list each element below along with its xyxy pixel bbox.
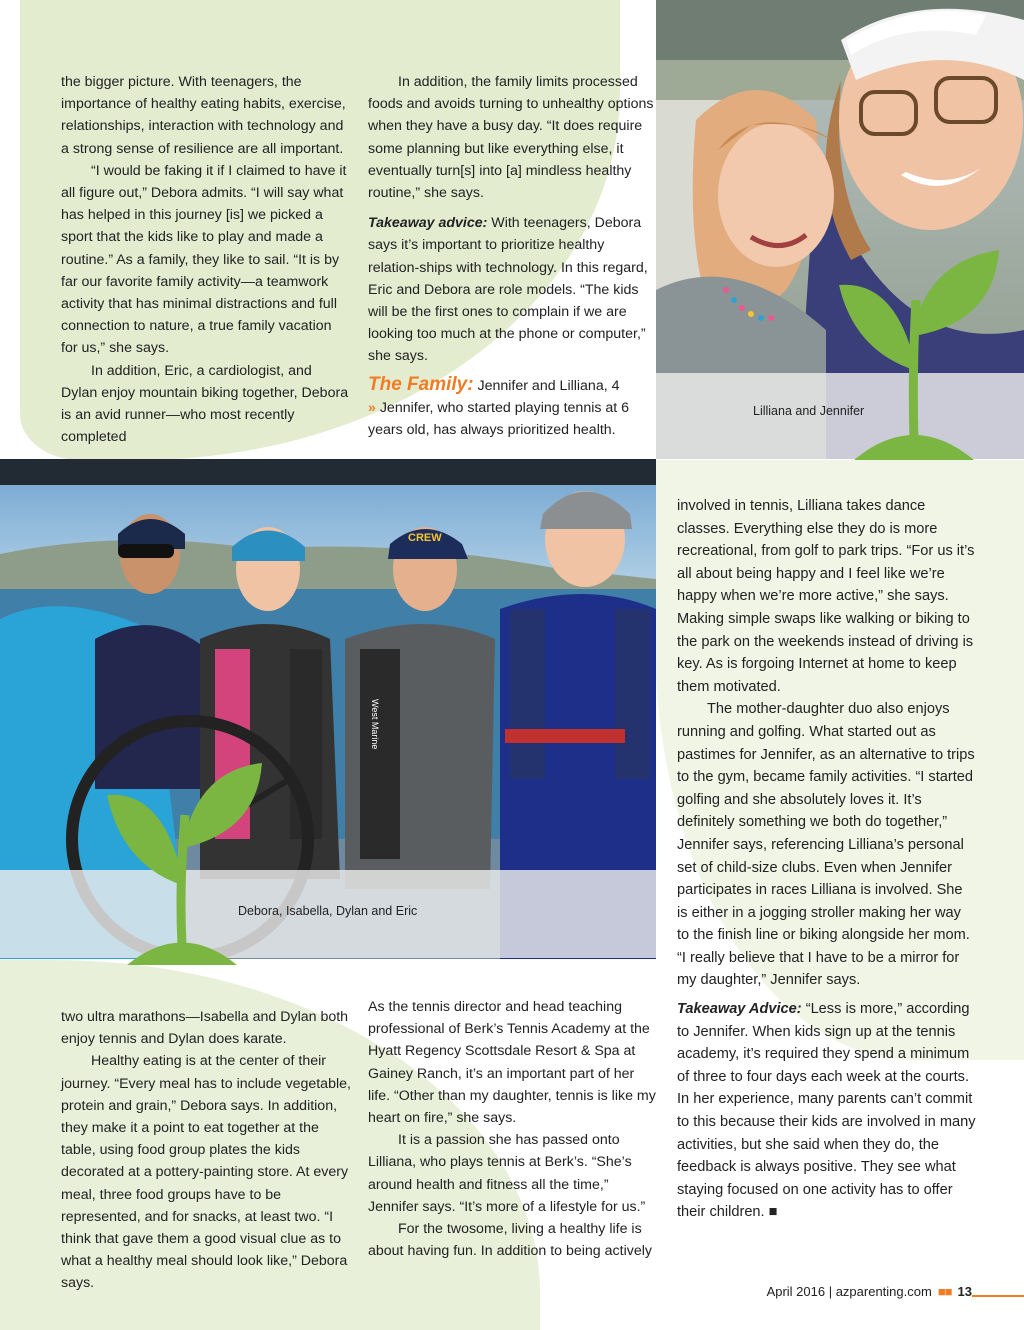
cap-text: CREW bbox=[408, 532, 442, 544]
takeaway-paragraph bbox=[368, 212, 658, 367]
family-paragraph bbox=[368, 374, 658, 442]
column-1-top bbox=[61, 71, 351, 448]
paragraph: involved in tennis, Lilliana takes dance classes. Everything else they do is more recreational, from golf to park trips. “For us it’s all about being happy and I feel like we’re happy when we’re more active,” she says. Making simple swaps like walking or biking to the park on the weekends instead of driving is key. As is forgoing Internet at home to keep them motivated. bbox=[677, 498, 975, 695]
page-footer bbox=[767, 1284, 972, 1299]
sprout-icon bbox=[97, 735, 267, 965]
paragraph: two ultra marathons—Isabella and Dylan both enjoy tennis and Dylan does karate. bbox=[61, 1009, 349, 1048]
paragraph: “I would be faking it if I claimed to have it all figure out,” Debora admits. “I will say what has helped in this journey [is] we picked a sport that the kids like to play and made a routine.” As a family, they like to sail. “It is by far our favorite family activity—a teamwork activity that has minimal distractions and full connection to nature, a true family vacation for us,” she says. bbox=[61, 162, 347, 357]
takeaway-label: Takeaway advice: bbox=[368, 215, 488, 232]
family-subhead: Jennifer and Lilliana, 4 bbox=[473, 377, 620, 394]
paragraph: For the twosome, living a healthy life is about having fun. In addition to being actively bbox=[368, 1221, 652, 1260]
takeaway-paragraph bbox=[677, 998, 977, 1224]
column-3 bbox=[677, 495, 977, 1224]
vest-label: West Marine bbox=[370, 699, 380, 750]
paragraph: It is a passion she has passed onto Lilliana, who plays tennis at Berk’s. “She’s around health and fitness all the time,” Jennifer says. “It’s more of a lifestyle for us.” bbox=[368, 1132, 646, 1215]
column-2-top bbox=[368, 71, 658, 441]
column-1-bottom bbox=[61, 1006, 351, 1295]
family-text: Jennifer, who started playing tennis at 6 years old, has always prioritized health. bbox=[368, 399, 630, 439]
page-number: 13 bbox=[957, 1284, 972, 1299]
paragraph: the bigger picture. With teenagers, the importance of healthy eating habits, exercise, relationships, interaction with technology and a strong sense of resilience are all important. bbox=[61, 74, 346, 157]
takeaway-text: With teenagers, Debora says it’s important to prioritize healthy relation-ships with technology. In this regard, Eric and Debora are role models. “The kids will be the first ones to complain if we are looking too much at the phone or computer,” she says. bbox=[368, 215, 648, 365]
paragraph: In addition, Eric, a cardiologist, and Dylan enjoy mountain biking together, Debora is an avid runner—who most recently completed bbox=[61, 362, 349, 446]
photo-caption: Lilliana and Jennifer bbox=[753, 404, 865, 418]
family-heading: The Family: bbox=[368, 373, 474, 395]
chevron-icon: » bbox=[368, 399, 376, 416]
photo-caption: Debora, Isabella, Dylan and Eric bbox=[238, 904, 418, 918]
paragraph: Healthy eating is at the center of their journey. “Every meal has to include vegetable, protein and grain,” Debora says. In addition, they make it a point to eat together at the table, using food group plates the kids decorated at a pottery-painting store. At every meal, three food groups have to be represented, and for snacks, at least two. “I think that gave them a good visual clue as to what a healthy meal should look like,” Debora says. bbox=[61, 1053, 351, 1292]
footer-dots-icon: ■■ bbox=[937, 1284, 952, 1299]
paragraph: The mother-daughter duo also enjoys running and golfing. What started out as pastimes for Jennifer, as an alternative to trips to the gym, became family activities. “I started golfing and she absolutely loves it. It’s definitely something we both do together,” Jennifer says, referencing Lilliana’s personal set of child-size clubs. Even when Jennifer participates in races Lilliana is involved. She is either in a jogging stroller making her way to the finish line or biking alongside her mom. “I really believe that I have to be a mirror for my daughter,” Jennifer says. bbox=[677, 701, 975, 989]
paragraph: In addition, the family limits processed foods and avoids turning to unhealthy options when they have a busy day. “It does require some planning but like everything else, it eventually turn[s] into [a] mindless healthy routine,” she says. bbox=[368, 74, 654, 202]
sprout-icon bbox=[834, 240, 1004, 460]
footer-issue: April 2016 | azparenting.com bbox=[766, 1284, 932, 1299]
takeaway-label: Takeaway Advice: bbox=[677, 1001, 802, 1018]
footer-rule bbox=[972, 1295, 1024, 1297]
column-2-bottom bbox=[368, 996, 658, 1262]
paragraph: As the tennis director and head teaching professional of Berk’s Tennis Academy at the Hyatt Regency Scottsdale Resort & Spa at Gainey Ranch, it’s an important part of her life. “Other than my daughter, tennis is like my heart on fire,” she says. bbox=[368, 999, 656, 1127]
takeaway-text: “Less is more,” according to Jennifer. When kids sign up at the tennis academy, it’s required they spend a minimum of three to four days each week at the courts. In her experience, many parents can’t commit to this because their kids are involved in many activities, but she said when they do, the feedback is always positive. They see what staying focused on one activity has to offer their children. ■ bbox=[677, 1001, 976, 1221]
